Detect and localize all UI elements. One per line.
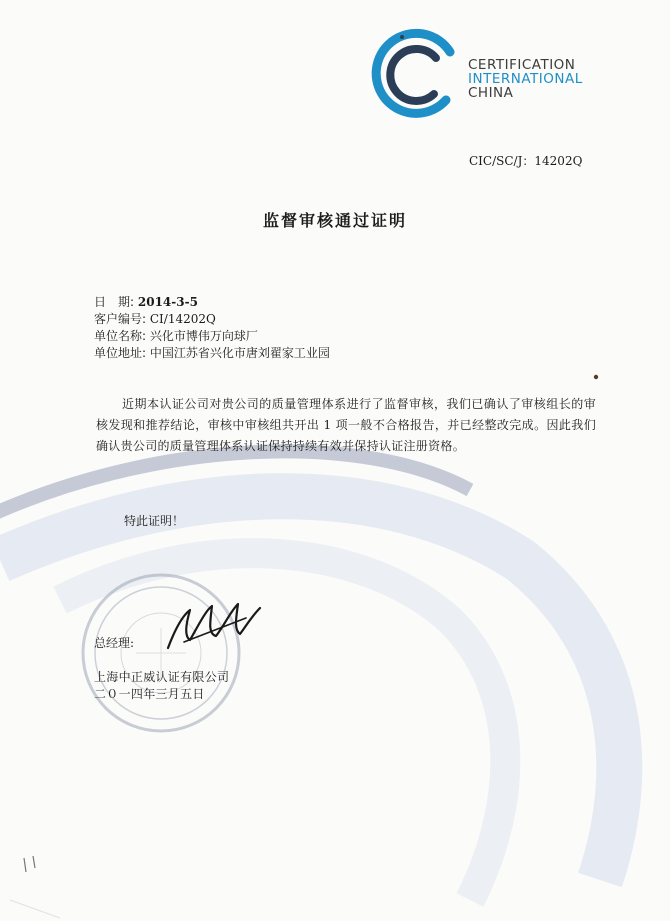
issue-date-chinese: 二０一四年三月五日 [94,687,205,701]
company-name-label: 单位名称: [94,329,147,343]
date-value: 2014-3-5 [137,295,198,309]
company-address-label: 单位地址: [94,346,147,360]
closing-statement: 特此证明！ [124,514,185,528]
brand-line-china: CHINA [468,85,514,101]
document-title: 监督审核通过证明 [262,211,407,230]
brand-line-international: INTERNATIONAL [468,71,583,87]
company-address-value: 中国江苏省兴化市唐刘翟家工业园 [149,346,330,360]
signatory-label: 总经理: [94,636,135,650]
client-number-value: CI/14202Q [149,312,216,326]
date-label: 日 期: [94,295,135,309]
reference-number: CIC/SC/J：14202Q [469,154,583,168]
issuing-company-name: 上海中正威认证有限公司 [94,670,230,684]
brand-line-certification: CERTIFICATION [468,57,576,73]
body-paragraph-text: 近期本认证公司对贵公司的质量管理体系进行了监督审核，我们已确认了审核组长的审核发现和推荐结论，审核中审核组共开出 1 项一般不合格报告，并已经整改完成。因此我们确认贵公司的质量管理体系认证保持持续有效并保持认证注册资格。 [96,397,596,453]
client-number-label: 客户编号: [94,312,147,326]
company-name-value: 兴化市博伟万向球厂 [149,329,258,343]
